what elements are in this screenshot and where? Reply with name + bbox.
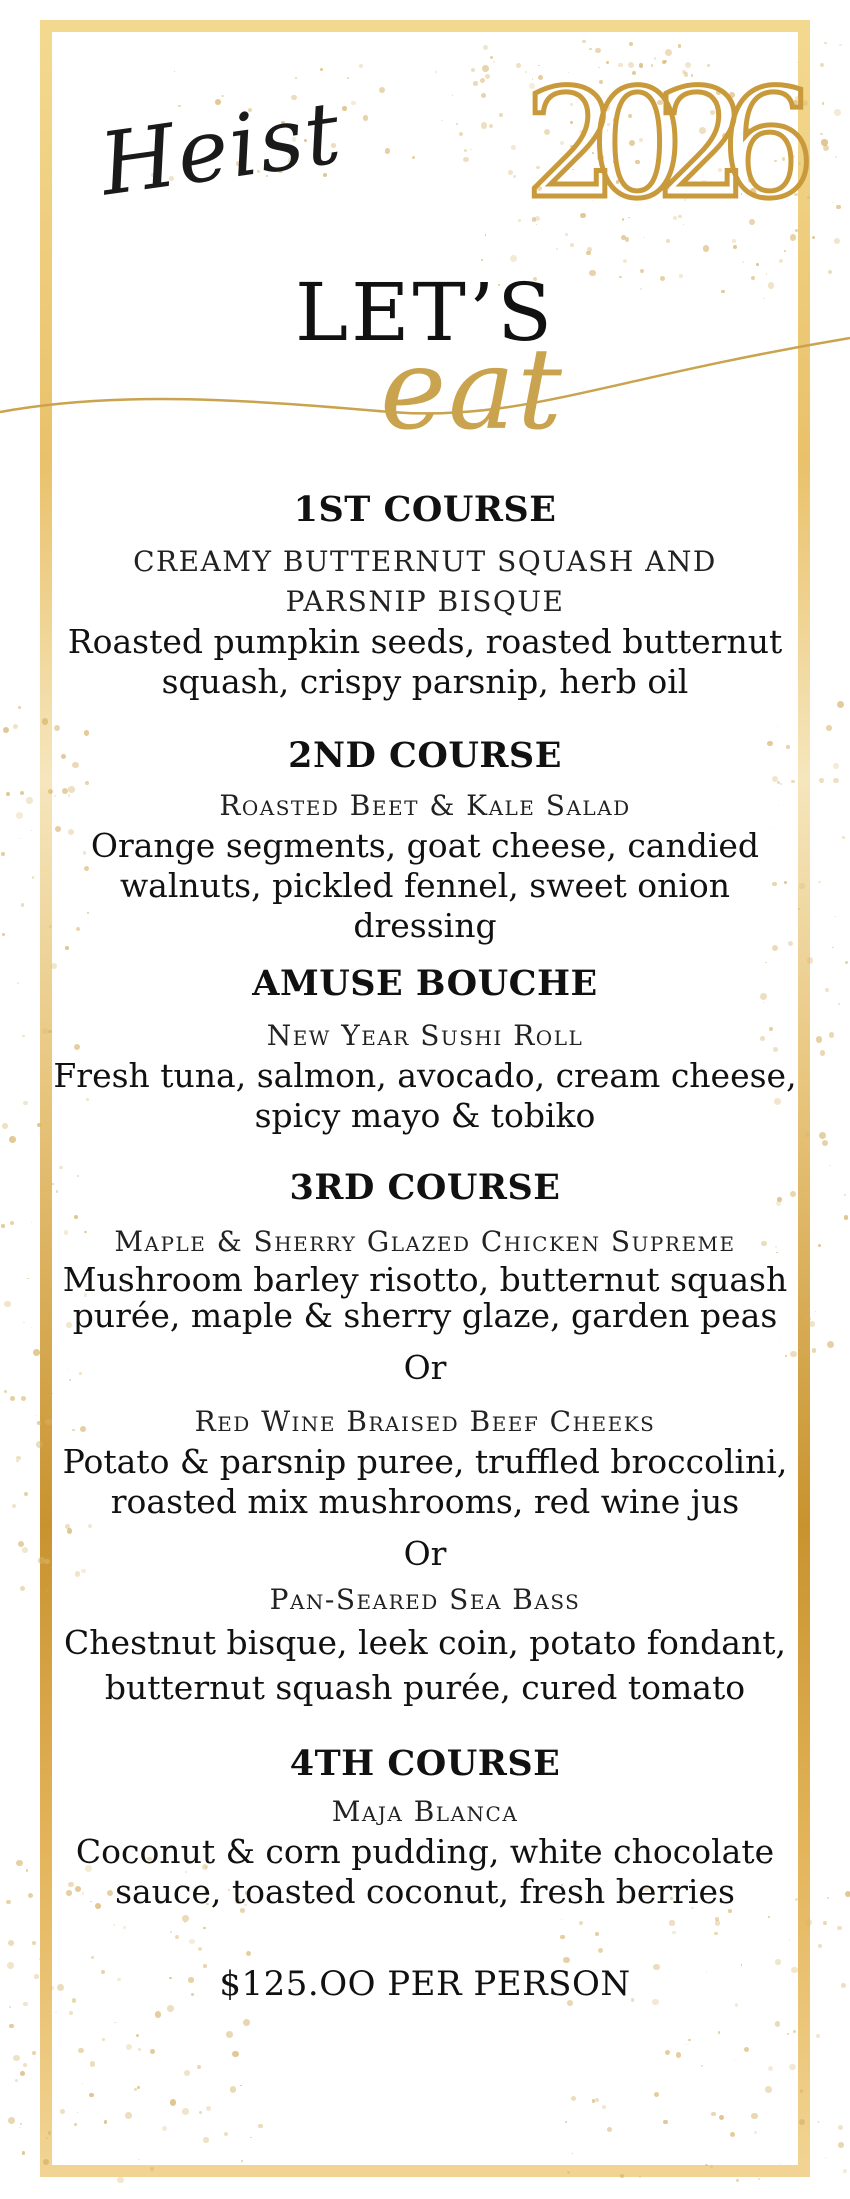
glitter-speck bbox=[203, 2137, 208, 2142]
glitter-speck bbox=[473, 81, 478, 86]
glitter-speck bbox=[435, 71, 437, 73]
course-title: 3RD COURSE bbox=[289, 1167, 561, 1208]
dish-name: CREAMY BUTTERNUT SQUASH AND PARSNIP BISQUE bbox=[133, 545, 717, 618]
glitter-speck bbox=[835, 156, 837, 158]
glitter-speck bbox=[799, 2119, 805, 2125]
glitter-speck bbox=[359, 64, 363, 68]
glitter-speck bbox=[595, 2098, 599, 2102]
glitter-speck bbox=[639, 2175, 642, 2178]
glitter-speck bbox=[206, 2106, 211, 2111]
glitter-speck bbox=[784, 250, 786, 252]
glitter-speck bbox=[15, 2079, 18, 2082]
glitter-speck bbox=[138, 2048, 141, 2051]
glitter-speck bbox=[825, 2157, 826, 2158]
glitter-speck bbox=[441, 120, 442, 121]
glitter-speck bbox=[789, 2064, 796, 2071]
glitter-speck bbox=[834, 109, 841, 116]
glitter-speck bbox=[751, 2113, 757, 2119]
dish-description: Mushroom barley risotto, butternut squash purée, maple & sherry glaze, garden peas bbox=[62, 1260, 788, 1335]
glitter-speck bbox=[363, 115, 368, 120]
glitter-speck bbox=[499, 113, 503, 117]
dish-name: Red Wine Braised Beef Cheeks bbox=[194, 1405, 656, 1438]
glitter-speck bbox=[43, 2159, 49, 2165]
glitter-speck bbox=[182, 2108, 188, 2114]
glitter-speck bbox=[230, 2086, 236, 2092]
glitter-speck bbox=[13, 2055, 20, 2062]
course-3 bbox=[0, 1164, 850, 1710]
glitter-speck bbox=[32, 2051, 36, 2055]
glitter-speck bbox=[838, 2125, 843, 2130]
glitter-speck bbox=[480, 78, 485, 83]
glitter-speck bbox=[481, 93, 486, 98]
course-amuse-bouche bbox=[0, 960, 850, 1136]
glitter-speck bbox=[820, 63, 824, 67]
dish-description: Chestnut bisque, leek coin, potato fondant, butternut squash purée, cured tomato bbox=[64, 1623, 786, 1707]
glitter-speck bbox=[787, 2033, 789, 2035]
course-2 bbox=[0, 732, 850, 946]
glitter-speck bbox=[90, 2061, 96, 2067]
glitter-speck bbox=[481, 259, 483, 261]
glitter-speck bbox=[736, 2179, 738, 2181]
glitter-speck bbox=[481, 122, 488, 129]
glitter-speck bbox=[199, 2111, 202, 2114]
dish-description: Potato & parsnip puree, truffled broccolini, roasted mix mushrooms, red wine jus bbox=[62, 1442, 788, 1521]
glitter-speck bbox=[822, 102, 824, 104]
glitter-speck bbox=[718, 2031, 720, 2033]
course-title: 4TH COURSE bbox=[289, 1743, 561, 1784]
dish-name: Maja Blanca bbox=[331, 1795, 519, 1828]
dish-name: New Year Sushi Roll bbox=[266, 1019, 584, 1052]
glitter-speck bbox=[816, 2034, 820, 2038]
or-separator: Or bbox=[403, 1534, 447, 1573]
glitter-speck bbox=[155, 2011, 161, 2017]
glitter-speck bbox=[82, 2083, 83, 2084]
glitter-speck bbox=[150, 2167, 154, 2171]
glitter-speck bbox=[586, 251, 590, 255]
glitter-speck bbox=[812, 236, 815, 239]
price: $125.OO PER PERSON bbox=[219, 1964, 631, 2004]
year-graphic: 2026 bbox=[524, 58, 786, 232]
glitter-speck bbox=[89, 2093, 93, 2097]
dish-name: Maple & Sherry Glazed Chicken Supreme bbox=[114, 1225, 736, 1258]
course-title: AMUSE BOUCHE bbox=[252, 963, 598, 1004]
course-title: 1ST COURSE bbox=[293, 489, 557, 530]
course-4 bbox=[0, 1740, 850, 1912]
dish-description: Orange segments, goat cheese, candied walnuts, pickled fennel, sweet onion dressing bbox=[90, 826, 760, 945]
glitter-speck bbox=[807, 196, 810, 199]
glitter-speck bbox=[8, 2117, 15, 2124]
glitter-speck bbox=[742, 261, 744, 263]
glitter-speck bbox=[482, 65, 489, 72]
glitter-speck bbox=[22, 2151, 26, 2155]
glitter-speck bbox=[226, 2031, 232, 2037]
glitter-speck bbox=[838, 2142, 844, 2148]
glitter-speck bbox=[834, 238, 840, 244]
glitter-speck bbox=[20, 2071, 25, 2076]
glitter-speck bbox=[456, 123, 458, 125]
glitter-speck bbox=[46, 2137, 48, 2139]
glitter-speck bbox=[241, 2160, 243, 2162]
glitter-speck bbox=[136, 2034, 139, 2037]
glitter-speck bbox=[823, 145, 829, 151]
glitter-speck bbox=[464, 149, 467, 152]
glitter-speck bbox=[817, 2121, 820, 2124]
glitter-speck bbox=[184, 2070, 190, 2076]
glitter-speck bbox=[571, 2096, 576, 2101]
glitter-speck bbox=[756, 263, 759, 266]
glitter-speck bbox=[510, 255, 517, 262]
glitter-speck bbox=[800, 2089, 803, 2092]
headline-lets: LET’S bbox=[294, 266, 556, 359]
dish-name: Roasted Beet & Kale Salad bbox=[219, 789, 631, 822]
glitter-speck bbox=[665, 2050, 670, 2055]
glitter-speck bbox=[170, 2099, 177, 2106]
glitter-speck bbox=[125, 2112, 132, 2119]
glitter-speck bbox=[150, 2049, 155, 2054]
dish-name: Pan-Seared Sea Bass bbox=[269, 1583, 581, 1616]
glitter-speck bbox=[620, 2174, 624, 2178]
course-title: 2ND COURSE bbox=[288, 735, 562, 776]
glitter-speck bbox=[836, 205, 840, 209]
glitter-speck bbox=[9, 2006, 11, 2008]
dish-description: Coconut & corn pudding, white chocolate sauce, toasted coconut, fresh berries bbox=[75, 1832, 775, 1911]
glitter-speck bbox=[20, 2123, 22, 2125]
glitter-speck bbox=[820, 133, 822, 135]
glitter-speck bbox=[567, 2171, 570, 2174]
dish-description: Roasted pumpkin seeds, roasted butternut squash, crispy parsnip, herb oil bbox=[67, 622, 783, 701]
glitter-speck bbox=[565, 2121, 567, 2123]
glitter-speck bbox=[607, 2127, 612, 2132]
menu-list bbox=[0, 486, 850, 2004]
glitter-speck bbox=[483, 45, 488, 50]
or-separator: Or bbox=[403, 1348, 447, 1387]
glitter-speck bbox=[705, 2164, 707, 2166]
glitter-speck bbox=[463, 157, 468, 162]
glitter-speck bbox=[793, 2030, 796, 2033]
glitter-speck bbox=[832, 202, 833, 203]
glitter-speck bbox=[758, 2178, 759, 2179]
glitter-speck bbox=[663, 2120, 667, 2124]
glitter-speck bbox=[824, 42, 827, 45]
glitter-speck bbox=[117, 2177, 124, 2184]
headline-eat: eat bbox=[380, 325, 565, 455]
glitter-speck bbox=[78, 2048, 84, 2054]
glitter-speck bbox=[19, 2127, 21, 2129]
dish-description: Fresh tuna, salmon, avocado, cream cheese, spicy mayo & tobiko bbox=[53, 1056, 797, 1135]
course-1 bbox=[0, 486, 850, 702]
glitter-speck bbox=[23, 2063, 27, 2067]
glitter-speck bbox=[134, 2088, 137, 2091]
glitter-speck bbox=[9, 2024, 14, 2029]
glitter-speck bbox=[126, 2044, 132, 2050]
glitter-speck bbox=[258, 2124, 263, 2129]
glitter-speck bbox=[490, 56, 493, 59]
glitter-speck bbox=[843, 2169, 847, 2173]
glitter-speck bbox=[385, 148, 390, 153]
glitter-speck bbox=[768, 2066, 773, 2071]
glitter-speck bbox=[839, 44, 842, 47]
glitter-speck bbox=[754, 2131, 757, 2134]
brand-logo: Heist bbox=[94, 82, 348, 216]
glitter-speck bbox=[459, 132, 463, 136]
